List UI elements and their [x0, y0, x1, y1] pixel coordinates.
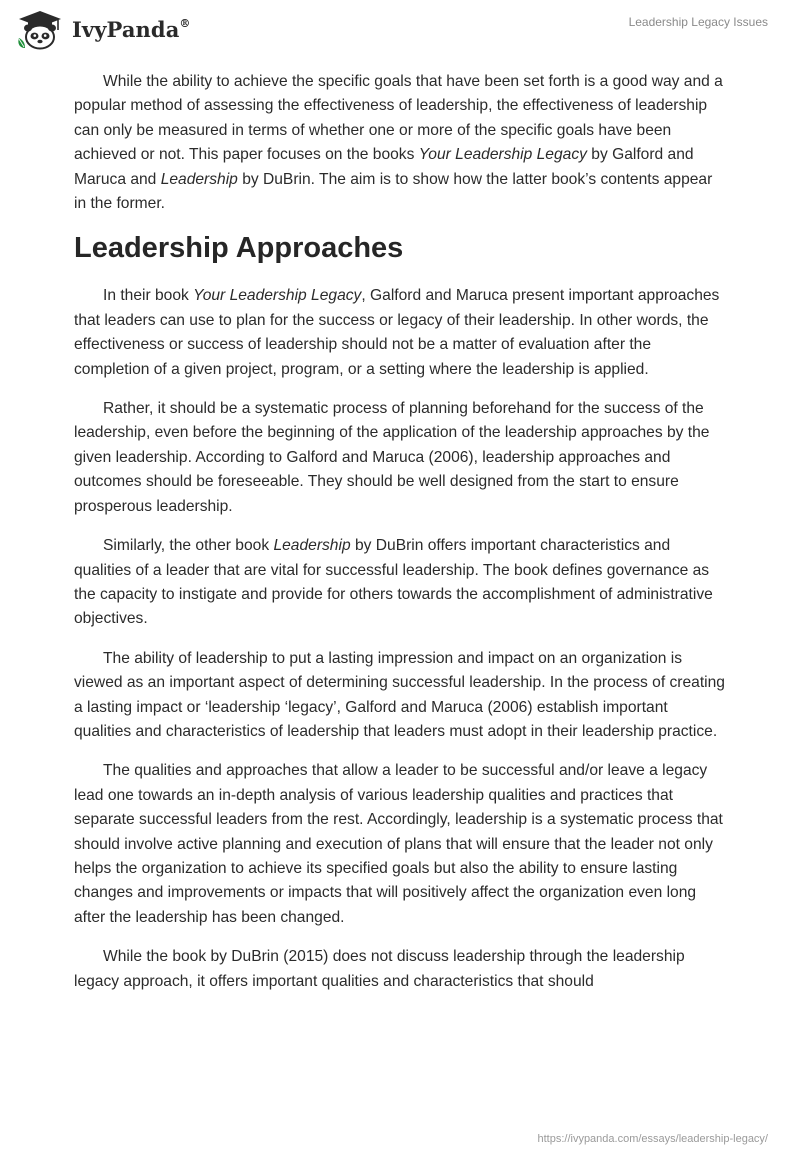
book-title-italic: Your Leadership Legacy	[418, 146, 587, 164]
intro-paragraph: While the ability to achieve the specific goals that have been set forth is a good way and a popular method of assessing the effectiveness of leadership, the effectiveness of leadership can only be measured in terms of whether one or more of the specific goals have been achieved or not. This paper focuses on the books Your Leadership Legacy by Galford and Maruca and Leadership by DuBrin. The aim is to show how the latter book’s contents appear in the former.	[74, 73, 723, 213]
book-title-italic: Leadership	[160, 170, 238, 188]
brand-logo[interactable]	[14, 8, 191, 50]
section-paragraph-4: The ability of leadership to put a lasting impression and impact on an organization is viewed as an important aspect of determining successful leadership. In the process of creating a lasting impact or ‘leadership ‘legacy’, Galford and Maruca (2006) establish important qualities and characteristics of leadership that leaders must adopt in their leadership practice.	[74, 649, 725, 740]
book-title-italic: Your Leadership Legacy	[193, 287, 362, 305]
section-paragraph-5: The qualities and approaches that allow a leader to be successful and/or leave a legacy lead one towards an in-depth analysis of various leadership qualities and practices that separate successful leaders from the rest. Accordingly, leadership is a systematic process that should involve active planning and execution of plans that will ensure that the leader not only helps the organization to achieve its specified goals but also the ability to ensure lasting changes and improvements or impacts that will positively affect the organization even long after the leadership has been changed.	[74, 762, 723, 926]
document-title: Leadership Legacy Issues	[628, 15, 768, 29]
section-paragraph-6: While the book by DuBrin (2015) does not discuss leadership through the leadership legacy approach, it offers important qualities and characteristics that should	[74, 948, 685, 990]
section-paragraph-3: Similarly, the other book Leadership by DuBrin offers important characteristics and qualities of a leader that are vital for successful leadership. The book defines governance as the capacity to instigate and provide for others towards the accomplishment of administrative objectives.	[74, 537, 713, 628]
brand-name: IvyPanda®	[72, 16, 191, 42]
book-title-italic: Leadership	[273, 537, 351, 555]
source-url[interactable]: https://ivypanda.com/essays/leadership-legacy/	[537, 1133, 768, 1145]
section-paragraph-2: Rather, it should be a systematic process of planning beforehand for the success of the leadership, even before the beginning of the application of the leadership approaches by the given leadership. According to Galford and Maruca (2006), leadership approaches and outcomes should be foreseeable. They should be well designed from the start to ensure prosperous leadership.	[74, 400, 710, 515]
section-heading: Leadership Approaches	[74, 232, 404, 265]
section-paragraph-1: In their book Your Leadership Legacy, Galford and Maruca present important approaches that leaders can use to plan for the success or legacy of their leadership. In other words, the effectiveness or success of leadership should not be a matter of evaluation after the completion of a given project, program, or a setting where the leadership is applied.	[74, 287, 720, 378]
panda-graduate-icon	[14, 8, 66, 50]
essay-body	[74, 70, 726, 1009]
page-header	[0, 0, 800, 64]
